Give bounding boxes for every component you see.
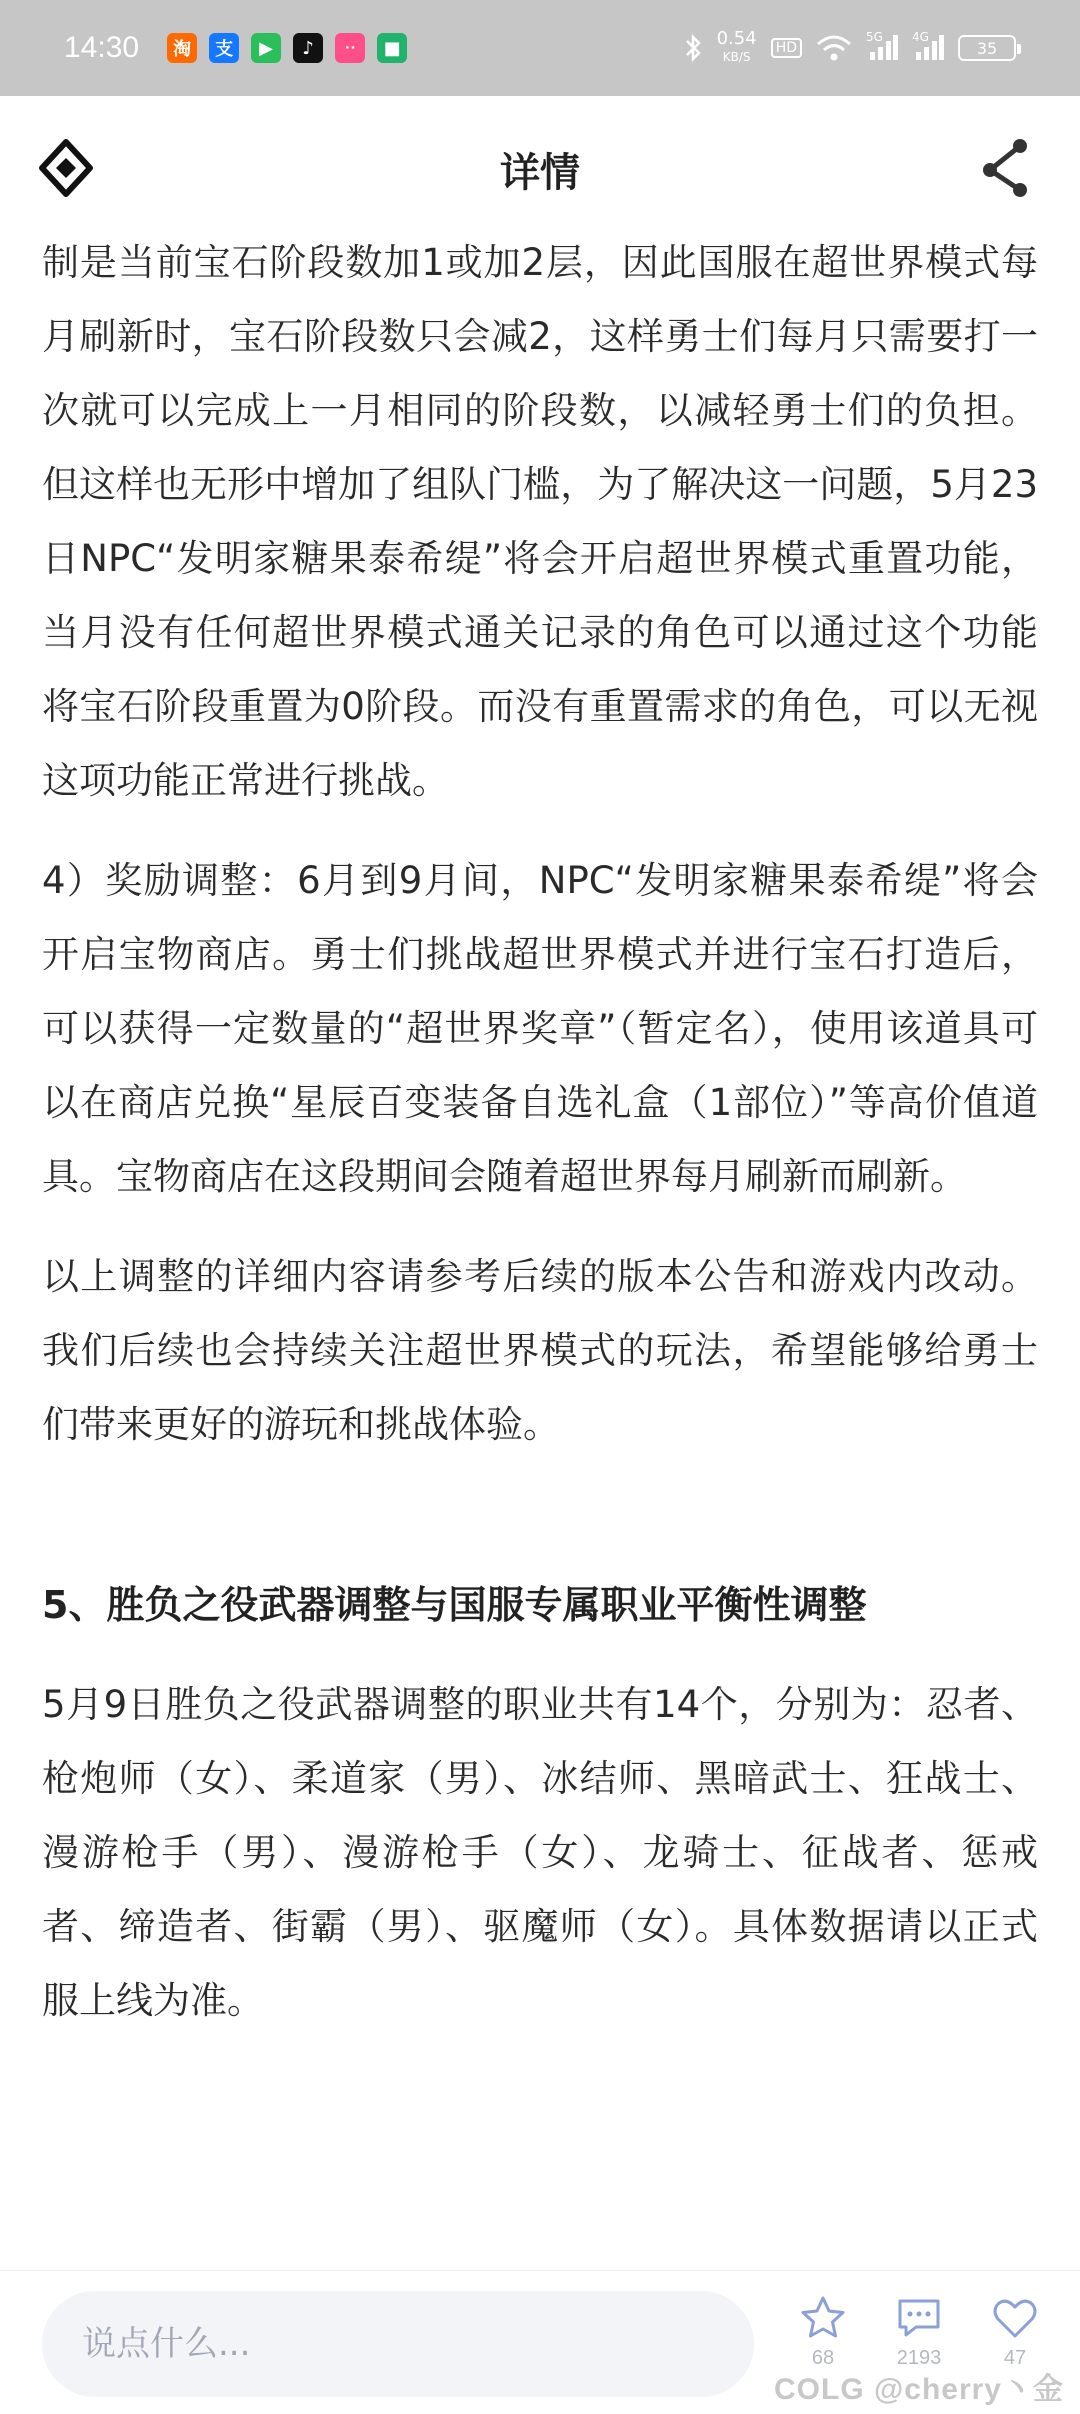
favorite-button[interactable] xyxy=(788,2293,858,2370)
page-title: 详情 xyxy=(500,149,580,196)
livestream-app-icon: ᐧᐧ xyxy=(335,33,365,63)
signal-5g-icon xyxy=(866,30,898,62)
hd-icon: HD xyxy=(771,38,802,58)
heart-icon xyxy=(990,2293,1040,2343)
comment-icon xyxy=(894,2293,944,2343)
status-indicators xyxy=(685,30,1016,66)
taobao-app-icon: 淘 xyxy=(167,33,197,63)
bluetooth-icon xyxy=(685,34,703,62)
alipay-app-icon: 支 xyxy=(209,33,239,63)
like-count: 47 xyxy=(1003,2347,1027,2369)
watermark: COLG @cherry丶金 xyxy=(774,2373,1064,2406)
comment-input[interactable] xyxy=(42,2291,754,2397)
comment-count: 2193 xyxy=(896,2347,942,2369)
colg-logo-icon[interactable] xyxy=(36,138,96,198)
article-paragraph: 4）奖励调整：6月到9月间，NPC“发明家糖果泰希缇”将会开启宝物商店。勇士们挑战超世界模式并进行宝石打造后，可以获得一定数量的“超世界奖章”（暂定名），使用该道具可以在商店兑换“星辰百变装备自选礼盒（1部位）”等高价值道具。宝物商店在这段期间会随着超世界每月刷新而刷新。 xyxy=(42,859,1038,1198)
share-icon[interactable] xyxy=(976,136,1036,200)
battery-icon: 35 xyxy=(958,35,1016,61)
signal-4g-label: 4G xyxy=(912,30,929,44)
bottom-action-bar xyxy=(0,2270,1080,2414)
like-button[interactable] xyxy=(980,2293,1050,2370)
article-paragraph: 制是当前宝石阶段数加1或加2层，因此国服在超世界模式每月刷新时，宝石阶段数只会减2，这样勇士们每月只需要打一次就可以完成上一月相同的阶段数，以减轻勇士们的负担。但这样也无形中增加了组队门槛，为了解决这一问题，5月23日NPC“发明家糖果泰希缇”将会开启超世界模式重置功能，当月没有任何超世界模式通关记录的角色可以通过这个功能将宝石阶段重置为0阶段。而没有重置需求的角色，可以无视这项功能正常进行挑战。 xyxy=(42,241,1038,802)
article-paragraph: 以上调整的详细内容请参考后续的版本公告和游戏内改动。我们后续也会持续关注超世界模式的玩法，希望能够给勇士们带来更好的游玩和挑战体验。 xyxy=(42,1255,1038,1446)
favorite-count: 68 xyxy=(811,2347,835,2369)
tiktok-app-icon: ♪ xyxy=(293,33,323,63)
status-time: 14:30 xyxy=(64,31,140,64)
message-app-icon: ■ xyxy=(377,33,407,63)
star-icon xyxy=(798,2293,848,2343)
wifi-icon xyxy=(816,34,852,62)
signal-4g-icon xyxy=(912,30,944,62)
network-speed-unit: KB/S xyxy=(722,50,751,64)
article-content xyxy=(42,226,1038,2218)
article-section-heading: 5、胜负之役武器调整与国服专属职业平衡性调整 xyxy=(42,1583,867,1627)
network-speed xyxy=(717,30,757,66)
top-nav-bar xyxy=(0,96,1080,242)
status-bar xyxy=(0,0,1080,96)
comment-button[interactable] xyxy=(884,2293,954,2370)
network-speed-value: 0.54 xyxy=(716,28,757,49)
video-app-icon: ▶ xyxy=(251,33,281,63)
signal-5g-label: 5G xyxy=(866,30,883,44)
notification-app-icons xyxy=(167,33,407,63)
article-paragraph: 5月9日胜负之役武器调整的职业共有14个，分别为：忍者、枪炮师（女）、柔道家（男）、冰结师、黑暗武士、狂战士、漫游枪手（男）、漫游枪手（女）、龙骑士、征战者、惩戒者、缔造者、街霸（男）、驱魔师（女）。具体数据请以正式服上线为准。 xyxy=(42,1683,1038,2022)
